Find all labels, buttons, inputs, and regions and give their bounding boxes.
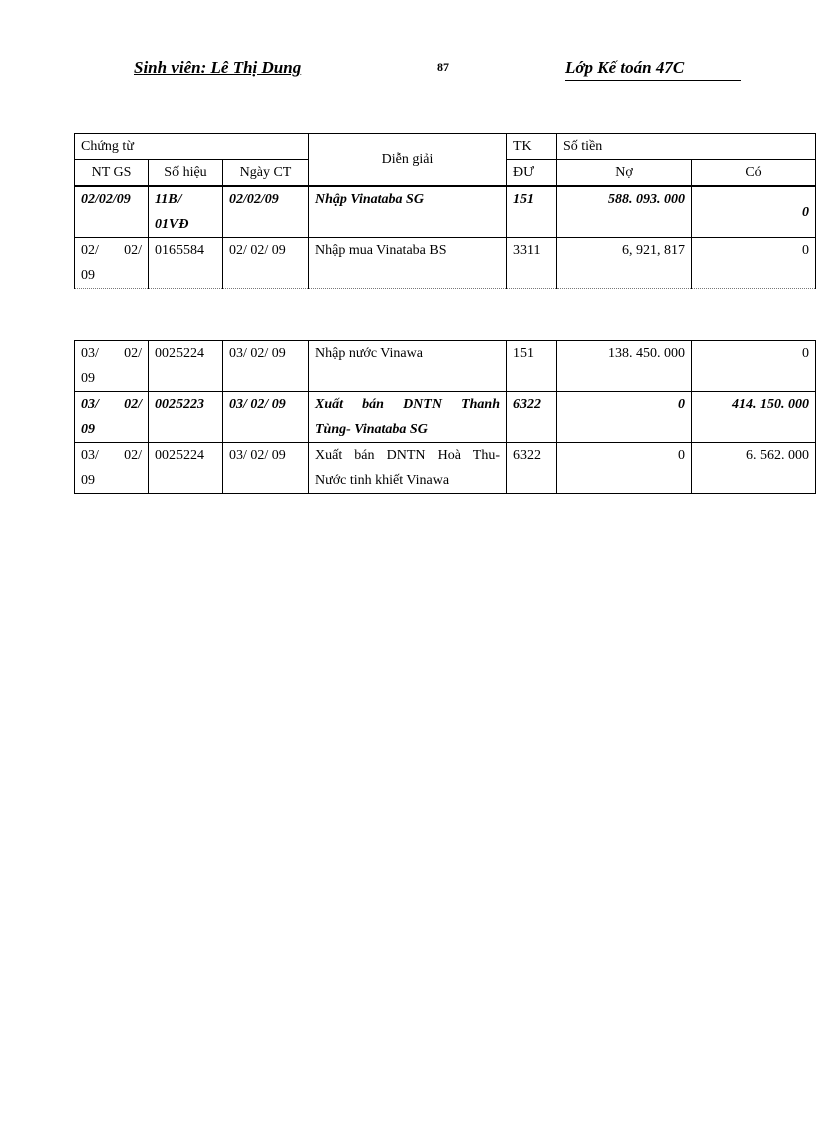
header-nt-gs: NT GS [75,160,149,187]
cell-ngay-ct: 03/ 02/ 09 [223,341,309,392]
header-so-tien: Số tiền [557,134,816,160]
cell-tk: 151 [507,186,557,238]
header-ngay-ct: Ngày CT [223,160,309,187]
cell-nt-gs: 03/ 02/ 09 [75,392,149,443]
table-row [75,186,816,238]
header-no: Nợ [557,160,692,187]
cell-no: 138. 450. 000 [557,341,692,392]
header-underline [565,80,741,81]
cell-tk: 6322 [507,443,557,494]
cell-so-hieu: 0025224 [149,443,223,494]
cell-dien-giai: Nhập mua Vinataba BS [309,238,507,289]
header-dien-giai: Diễn giải [309,134,507,187]
cell-co: 0 [692,238,816,289]
header-du: ĐƯ [507,160,557,187]
cell-dien-giai: Nhập Vinataba SG [309,186,507,238]
cell-tk: 6322 [507,392,557,443]
header-chung-tu: Chứng từ [75,134,309,160]
cell-nt-gs: 03/ 02/ 09 [75,443,149,494]
cell-nt-gs: 03/ 02/ 09 [75,341,149,392]
cell-nt-gs: 02/02/09 [75,186,149,238]
cell-co: 6. 562. 000 [692,443,816,494]
ledger-table-top [74,133,816,289]
cell-ngay-ct: 03/ 02/ 09 [223,443,309,494]
cell-co: 414. 150. 000 [692,392,816,443]
cell-no: 6, 921, 817 [557,238,692,289]
cell-tk: 3311 [507,238,557,289]
cell-so-hieu: 0165584 [149,238,223,289]
cell-ngay-ct: 02/02/09 [223,186,309,238]
cell-ngay-ct: 03/ 02/ 09 [223,392,309,443]
header-co: Có [692,160,816,187]
table-row [75,443,816,494]
cell-nt-gs: 02/ 02/ 09 [75,238,149,289]
cell-no: 0 [557,443,692,494]
cell-tk: 151 [507,341,557,392]
table-row [75,341,816,392]
student-name: Sinh viên: Lê Thị Dung [134,58,302,77]
class-name: Lớp Kế toán 47C [565,58,685,77]
cell-no: 0 [557,392,692,443]
header-so-hieu: Số hiệu [149,160,223,187]
header-tk: TK [507,134,557,160]
cell-no: 588. 093. 000 [557,186,692,238]
table-row [75,392,816,443]
ledger-table-bottom [74,340,816,494]
header-row-1 [75,134,816,160]
cell-dien-giai: Xuất bán DNTN Thanh Tùng- Vinataba SG [309,392,507,443]
cell-dien-giai: Nhập nước Vinawa [309,341,507,392]
cell-so-hieu: 0025223 [149,392,223,443]
table-row [75,238,816,289]
page-number: 87 [437,60,449,74]
cell-co: 0 [692,186,816,238]
cell-so-hieu: 11B/ 01VĐ [149,186,223,238]
cell-so-hieu: 0025224 [149,341,223,392]
cell-co: 0 [692,341,816,392]
cell-ngay-ct: 02/ 02/ 09 [223,238,309,289]
cell-dien-giai: Xuất bán DNTN Hoà Thu- Nước tinh khiết Vinawa [309,443,507,494]
